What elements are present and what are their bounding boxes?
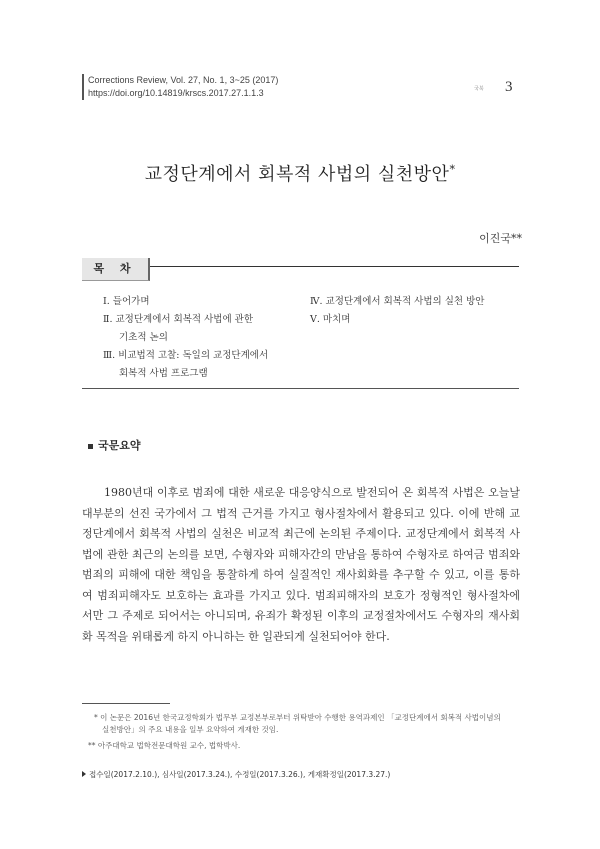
square-bullet-icon (88, 444, 93, 449)
doi-link[interactable]: https://doi.org/10.14819/krscs.2017.27.1.1.3 (88, 88, 264, 98)
footnote-1: * 이 논문은 2016년 한국교정학회가 법무부 교정본부로부터 위탁받아 수행한 용역과제인 「교정단계에서 회복적 사법이념의 실천방안」의 주요 내용을 일부 요약하여 게재한 것임. (94, 713, 501, 734)
toc-item-2[interactable]: Ⅱ. 교정단계에서 회복적 사법에 관한 기초적 논의 (103, 314, 254, 343)
abstract-body: 1980년대 이후로 범죄에 대한 새로운 대응양식으로 발전되어 온 회복적 사법은 오늘날 대부분의 선진 국가에서 그 법적 근거를 가지고 형사절차에서 활용되고 있다. 이에 반해 교정단계에서 회복적 사법의 실천은 비교적 최근에 논의된 주제이다. 교정단계에서 회복적 사법에 관한 최근의 논의를 보면, 수형자와 피해자간의 만남을 통하여 수형자로 하여금 범죄와 범죄의 피해에 대한 책임을 통찰하게 하여 실질적인 재사회화를 추구할 수 있고, 이를 통하여 범죄피해자도 보호하는 효과를 가지고 있다. 범죄피해자의 보호가 정형적인 형사절차에서만 그 주제로 되어서는 아니되며, 유죄가 확정된 이후의 교정절차에서도 수형자의 재사회화 목적을 위태롭게 하지 아니하는 한 일관되게 실천되어야 한다. (82, 486, 520, 643)
footnote-2: ** 아주대학교 법학전문대학원 교수, 법학박사. (88, 741, 241, 750)
journal-citation (88, 74, 278, 100)
toc-item-1[interactable]: Ⅰ. 들어가며 (103, 296, 150, 307)
page-marker: 국북 (474, 86, 484, 92)
abstract-heading: 국문요약 (88, 437, 141, 453)
article-title-text: 교정단계에서 회복적 사법의 실천방안 (144, 164, 450, 185)
toc-left-column (103, 293, 303, 383)
toc-right-column (310, 293, 520, 329)
journal-line: Corrections Review, Vol. 27, No. 1, 3~25 (2017) (88, 75, 279, 85)
triangle-bullet-icon (82, 771, 86, 777)
footnote-rule (82, 703, 170, 704)
page-number: 3 (505, 79, 513, 95)
toc-item-3[interactable]: Ⅲ. 비교법적 고찰: 독일의 교정단계에서 회복적 사법 프로그램 (103, 350, 269, 379)
header-rule (82, 74, 84, 100)
submission-dates: 접수일(2017.2.10.), 심사일(2017.3.24.), 수정일(2017.3.26.), 게재확정일(2017.3.27.) (82, 769, 390, 780)
toc-item-5[interactable]: Ⅴ. 마치며 (310, 314, 351, 325)
article-title (0, 160, 600, 186)
author-name: 이진국** (479, 232, 522, 245)
title-footnote-mark: * (449, 163, 456, 176)
toc-item-4[interactable]: Ⅳ. 교정단계에서 회복적 사법의 실천 방안 (310, 296, 485, 307)
toc-label: 목 차 (82, 258, 150, 281)
